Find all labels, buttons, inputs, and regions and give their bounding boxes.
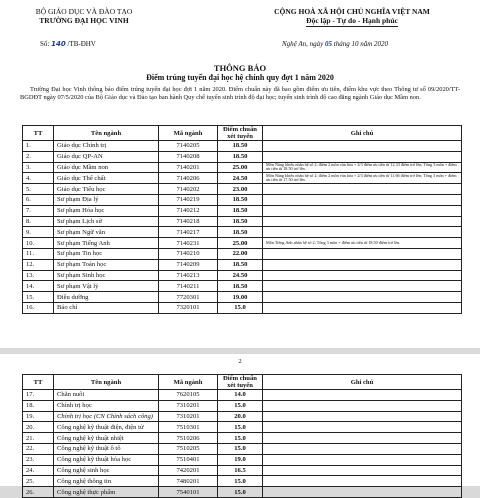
row-note: Môn Tiếng Anh nhân hệ số 2; Tổng 3 môn + điểm ưu tiên từ 18.50 điểm trở lên. [263, 238, 462, 249]
cutoff-score: 15.0 [218, 487, 263, 498]
cutoff-score: 25.00 [218, 162, 263, 173]
program-code: 7510401 [159, 454, 218, 465]
row-number: 8. [23, 216, 54, 227]
cutoff-score: 19.0 [218, 454, 263, 465]
program-name: Sư phạm Vật lý [54, 281, 159, 292]
program-name: Sư phạm Tiếng Anh [54, 238, 159, 249]
document-page-2 [0, 354, 480, 496]
cutoff-score: 18.50 [218, 151, 263, 162]
col-header-code: Mã ngành [159, 375, 218, 390]
program-code: 7140218 [159, 216, 218, 227]
cutoff-score: 18.50 [218, 227, 263, 238]
table-row [23, 422, 462, 433]
row-note [263, 476, 462, 487]
table-row [23, 433, 462, 444]
cutoff-score: 23.00 [218, 184, 263, 195]
row-number: 3. [23, 162, 54, 173]
cutoff-score: 18.50 [218, 259, 263, 270]
program-code: 7140205 [159, 141, 218, 152]
program-code: 7140212 [159, 205, 218, 216]
university-name: TRƯỜNG ĐẠI HỌC VINH [39, 16, 129, 25]
row-number: 6. [23, 194, 54, 205]
intro-paragraph: Trường Đại học Vinh thông báo điểm trúng tuyển đại học đợt 1 năm 2020. Điểm chuẩn này đã bao gồm điểm ưu tiên, điểm khu vực theo Thông tư số 09/2020/TT-BGDĐT ngày 07/5/2020 của Bộ Giáo dục và Đào tạo ban hành Quy chế tuyển sinh trình độ đại học; tuyển sinh trình độ cao đẳng ngành Giáo dục Mầm non. [20, 86, 460, 101]
row-number: 20. [23, 422, 54, 433]
program-code: 7140210 [159, 248, 218, 259]
program-code: 7480201 [159, 476, 218, 487]
program-name: Giáo dục Chính trị [54, 141, 159, 152]
row-number: 16. [23, 302, 54, 313]
table-row [23, 281, 462, 292]
table-body [23, 390, 462, 498]
program-code: 7140201 [159, 162, 218, 173]
row-note [263, 194, 462, 205]
program-name: Sư phạm Địa lý [54, 194, 159, 205]
table-row [23, 205, 462, 216]
program-code: 7140219 [159, 194, 218, 205]
row-number: 15. [23, 292, 54, 303]
table-row [23, 390, 462, 401]
program-name: Chăn nuôi [54, 390, 159, 401]
table-row [23, 292, 462, 303]
handwritten-day: 05 [325, 40, 333, 48]
cutoff-score: 18.50 [218, 141, 263, 152]
ministry-name: BỘ GIÁO DỤC VÀ ĐÀO TẠO [35, 7, 133, 16]
program-code: 7620105 [159, 390, 218, 401]
scores-table-page-1 [22, 125, 462, 314]
row-note [263, 411, 462, 422]
table-row [23, 141, 462, 152]
row-number: 10. [23, 238, 54, 249]
row-note: Môn Năng khiếu nhân hệ số 2; điểm 2 môn văn hóa + 2/3 điểm ưu tiên từ 11.66 điểm trở lên; Tổng 3 môn + điểm ưu tiên từ 17.50 trở lên. [263, 173, 462, 184]
program-code: 7140211 [159, 281, 218, 292]
row-number: 23. [23, 454, 54, 465]
row-number: 25. [23, 476, 54, 487]
row-note [263, 465, 462, 476]
table-row [23, 443, 462, 454]
row-number: 26. [23, 487, 54, 498]
program-code: 7510301 [159, 422, 218, 433]
program-name: Sư phạm Ngữ văn [54, 227, 159, 238]
table-header-row [23, 126, 462, 141]
cutoff-score: 24.50 [218, 173, 263, 184]
row-note [263, 443, 462, 454]
cutoff-score: 16.5 [218, 465, 263, 476]
row-number: 17. [23, 390, 54, 401]
col-header-tt: TT [23, 375, 54, 390]
program-name: Giáo dục Tiểu học [54, 184, 159, 195]
page-number: 2 [238, 358, 242, 365]
table-body [23, 141, 462, 314]
row-note [263, 151, 462, 162]
row-note [263, 433, 462, 444]
program-code: 7140209 [159, 259, 218, 270]
cutoff-score: 18.50 [218, 216, 263, 227]
col-header-note: Ghi chú [263, 126, 462, 141]
row-number: 7. [23, 205, 54, 216]
program-name: Chính trị học [54, 400, 159, 411]
program-name: Chính trị học (CN Chính sách công) [54, 411, 159, 422]
program-name: Điều dưỡng [54, 292, 159, 303]
program-name: Sư phạm Lịch sử [54, 216, 159, 227]
col-header-note: Ghi chú [263, 375, 462, 390]
national-header [262, 7, 442, 27]
row-number: 9. [23, 227, 54, 238]
program-code: 7720301 [159, 292, 218, 303]
cutoff-score: 20.0 [218, 411, 263, 422]
program-name: Báo chí [54, 302, 159, 313]
col-header-tt: TT [23, 126, 54, 141]
program-code: 7140202 [159, 184, 218, 195]
row-number: 1. [23, 141, 54, 152]
program-name: Giáo dục QP-AN [54, 151, 159, 162]
row-note [263, 281, 462, 292]
cutoff-score: 18.50 [218, 205, 263, 216]
table-row [23, 465, 462, 476]
table-row [23, 216, 462, 227]
row-note [263, 184, 462, 195]
program-code: 7140213 [159, 270, 218, 281]
col-header-name: Tên ngành [54, 375, 159, 390]
program-name: Công nghệ kỹ thuật ô tô [54, 443, 159, 454]
table-row [23, 411, 462, 422]
table-row [23, 454, 462, 465]
cutoff-score: 15.0 [218, 443, 263, 454]
row-note [263, 205, 462, 216]
program-name: Công nghệ kỹ thuật hóa học [54, 454, 159, 465]
program-code: 7140208 [159, 151, 218, 162]
document-subtitle: Điểm trúng tuyển đại học hệ chính quy đợt 1 năm 2020 [146, 73, 334, 82]
row-note [263, 487, 462, 498]
table-row [23, 476, 462, 487]
row-note [263, 292, 462, 303]
program-name: Giáo dục Mầm non [54, 162, 159, 173]
program-name: Sư phạm Sinh học [54, 270, 159, 281]
table-row [23, 248, 462, 259]
table-header-row [23, 375, 462, 390]
table-row [23, 184, 462, 195]
program-name: Sư phạm Toán học [54, 259, 159, 270]
row-number: 21. [23, 433, 54, 444]
cutoff-score: 19.00 [218, 292, 263, 303]
col-header-name: Tên ngành [54, 126, 159, 141]
row-number: 2. [23, 151, 54, 162]
program-name: Công nghệ thông tin [54, 476, 159, 487]
row-note [263, 141, 462, 152]
republic-name: CỘNG HOÀ XÃ HỘI CHỦ NGHĨA VIỆT NAM [274, 7, 430, 16]
row-number: 14. [23, 281, 54, 292]
row-number: 19. [23, 411, 54, 422]
row-number: 22. [23, 443, 54, 454]
document-title: THÔNG BÁO [213, 63, 267, 73]
col-header-code: Mã ngành [159, 126, 218, 141]
table-row [23, 162, 462, 173]
place-and-date: Nghệ An, ngày 05 tháng 10 năm 2020 [282, 40, 389, 48]
table-row [23, 270, 462, 281]
issuer-header [24, 7, 144, 25]
row-note: Môn Năng khiếu nhân hệ số 2; điểm 2 môn văn hóa + 2/3 điểm ưu tiên từ 12.33 điểm trở lên; Tổng 3 môn + điểm ưu tiên từ 18.50 trở lên. [263, 162, 462, 173]
table-row [23, 227, 462, 238]
program-name: Công nghệ sinh học [54, 465, 159, 476]
col-header-score: Điểm chuẩn xét tuyển [218, 126, 263, 141]
program-code: 7540101 [159, 487, 218, 498]
cutoff-score: 15.0 [218, 302, 263, 313]
row-number: 12. [23, 259, 54, 270]
row-note [263, 422, 462, 433]
table-row [23, 238, 462, 249]
program-code: 7320101 [159, 302, 218, 313]
national-motto: Độc lập - Tự do - Hạnh phúc [306, 16, 398, 25]
cutoff-score: 22.00 [218, 248, 263, 259]
row-number: 5. [23, 184, 54, 195]
program-name: Giáo dục Thể chất [54, 173, 159, 184]
table-row [23, 302, 462, 313]
program-code: 7140231 [159, 238, 218, 249]
program-name: Công nghệ kỹ thuật nhiệt [54, 433, 159, 444]
program-code: 7140217 [159, 227, 218, 238]
row-number: 4. [23, 173, 54, 184]
cutoff-score: 18.50 [218, 194, 263, 205]
program-code: 7420201 [159, 465, 218, 476]
row-note [263, 454, 462, 465]
table-row [23, 173, 462, 184]
cutoff-score: 15.0 [218, 400, 263, 411]
program-code: 7310201 [159, 411, 218, 422]
cutoff-score: 15.0 [218, 433, 263, 444]
cutoff-score: 25.00 [218, 238, 263, 249]
handwritten-number: 140 [51, 40, 66, 48]
row-note [263, 248, 462, 259]
program-name: Sư phạm Tin học [54, 248, 159, 259]
program-name: Sư phạm Hóa học [54, 205, 159, 216]
table-row [23, 259, 462, 270]
program-name: Công nghệ thực phẩm [54, 487, 159, 498]
cutoff-score: 24.50 [218, 270, 263, 281]
cutoff-score: 15.0 [218, 476, 263, 487]
program-name: Công nghệ kỹ thuật điện, điện tử [54, 422, 159, 433]
row-note [263, 400, 462, 411]
row-number: 24. [23, 465, 54, 476]
col-header-score: Điểm chuẩn xét tuyển [218, 375, 263, 390]
row-number: 13. [23, 270, 54, 281]
row-note [263, 259, 462, 270]
table-row [23, 400, 462, 411]
cutoff-score: 18.50 [218, 281, 263, 292]
table-row [23, 151, 462, 162]
row-number: 11. [23, 248, 54, 259]
row-note [263, 270, 462, 281]
cutoff-score: 14.0 [218, 390, 263, 401]
row-note [263, 302, 462, 313]
table-row [23, 194, 462, 205]
program-code: 7140206 [159, 173, 218, 184]
row-number: 18. [23, 400, 54, 411]
cutoff-score: 15.0 [218, 422, 263, 433]
row-note [263, 216, 462, 227]
row-note [263, 227, 462, 238]
table-row [23, 487, 462, 498]
row-note [263, 390, 462, 401]
program-code: 7510205 [159, 443, 218, 454]
document-number: Số: 140 /TB-ĐHV [40, 40, 96, 48]
program-code: 7510206 [159, 433, 218, 444]
scores-table-page-2 [22, 374, 462, 498]
program-code: 7310201 [159, 400, 218, 411]
